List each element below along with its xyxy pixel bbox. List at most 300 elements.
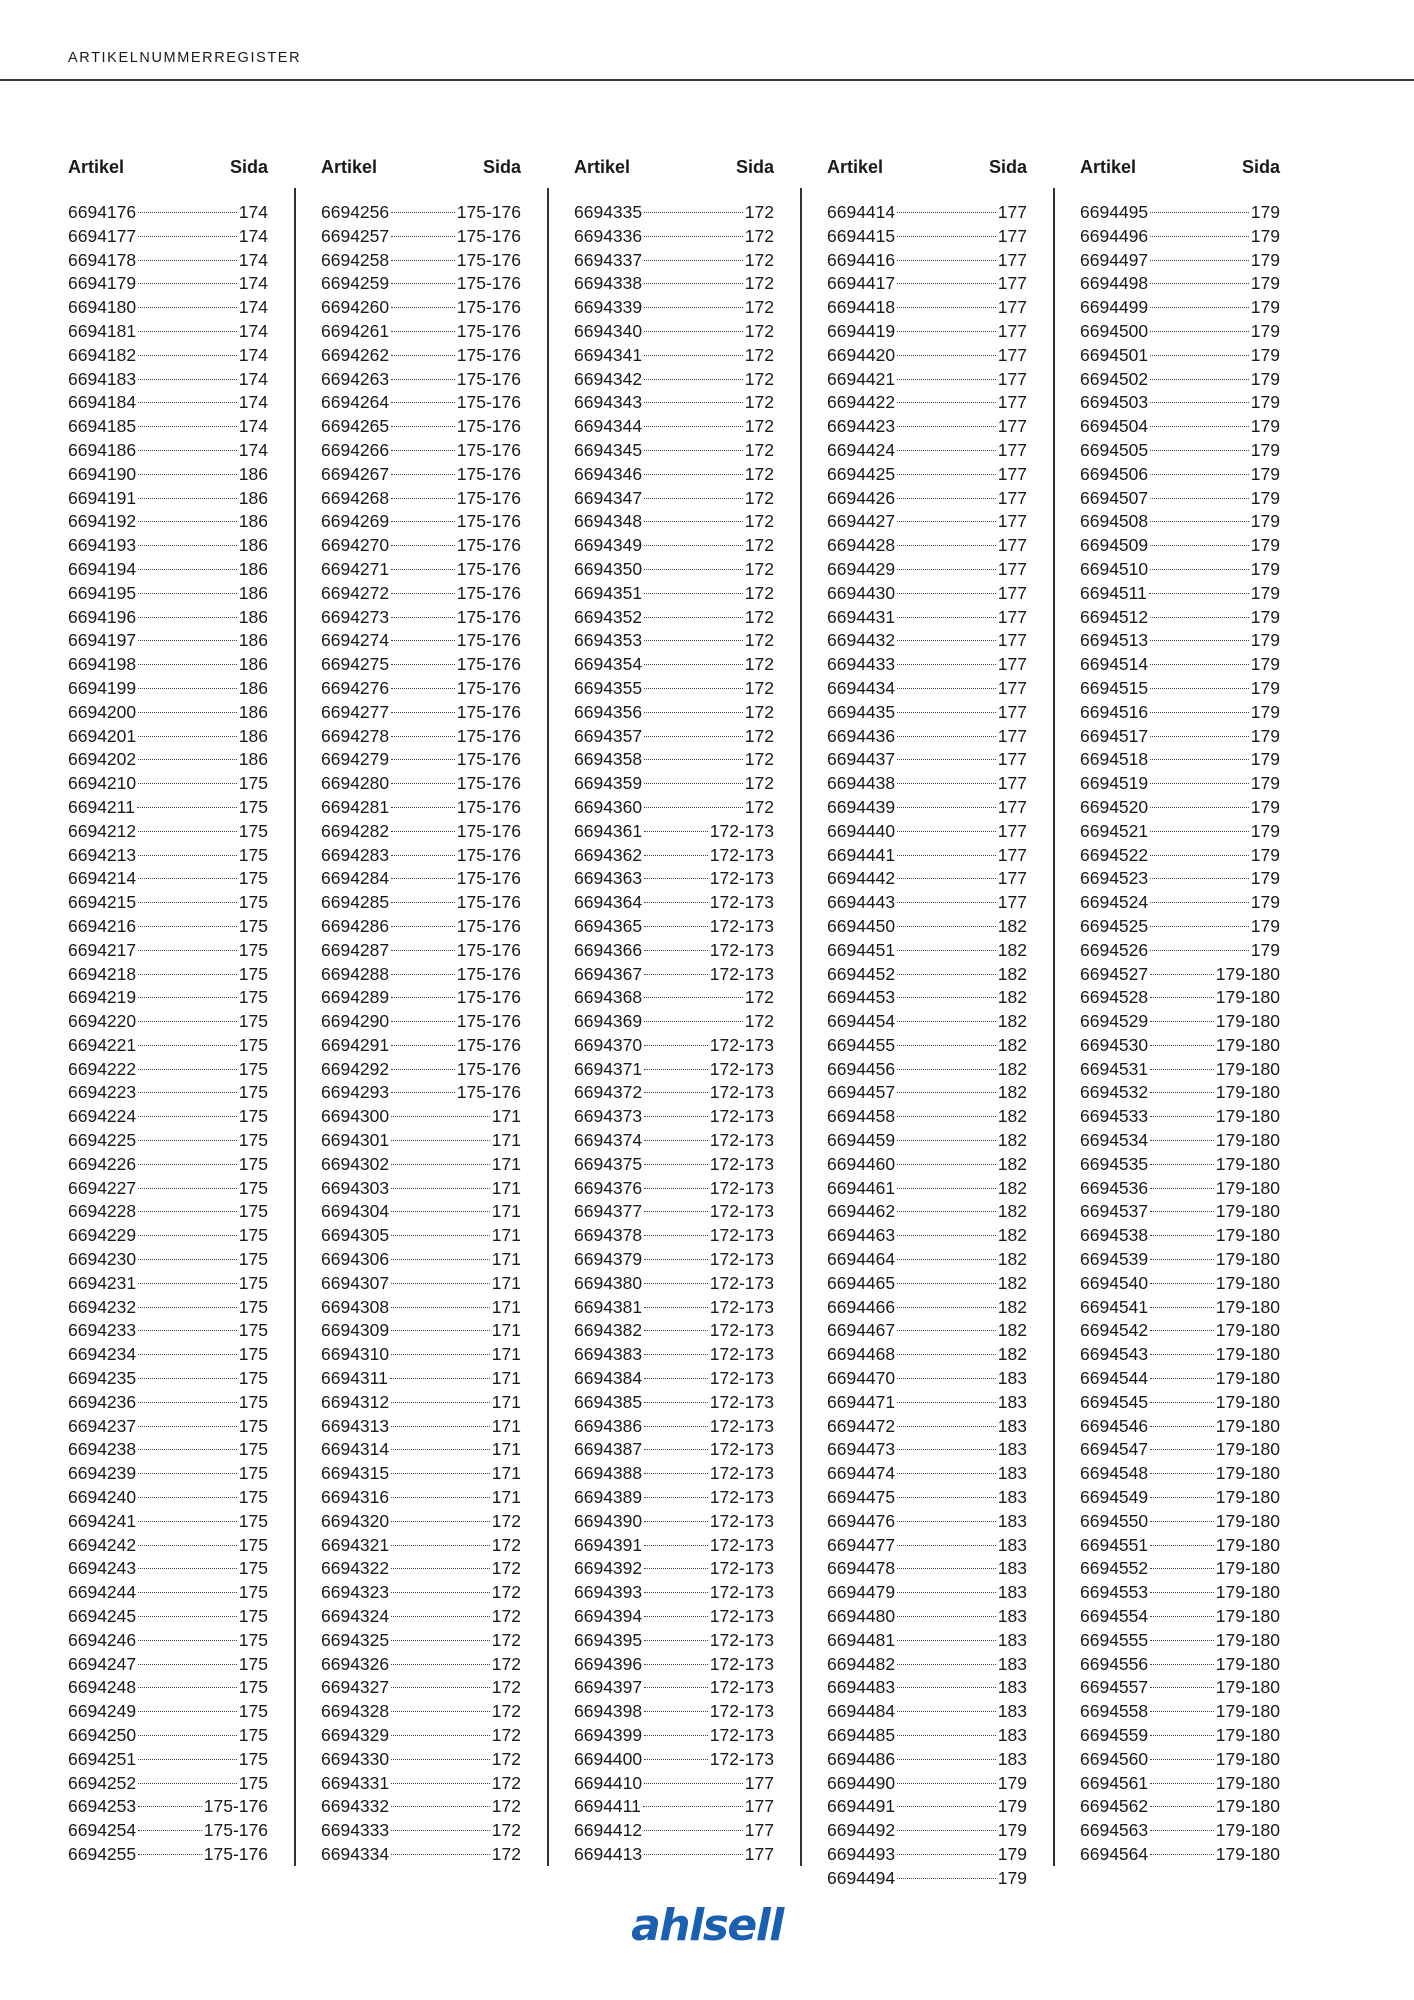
article-number: 6694399 [574,1725,643,1745]
dot-leader [391,1521,490,1522]
page-reference: 179-180 [1215,1772,1280,1793]
dot-leader [897,1592,996,1593]
article-number: 6694450 [827,915,896,936]
dot-leader [644,1354,708,1355]
index-entry [321,1248,521,1272]
dot-leader [1150,1235,1214,1236]
dot-leader [644,1616,708,1617]
index-entry [321,1177,521,1201]
index-entry [574,1415,774,1439]
page-reference: 172-173 [709,1272,774,1293]
dot-leader [644,1259,708,1260]
index-entry [321,225,521,249]
index-entry [574,510,774,534]
index-entry [68,1724,268,1748]
article-number: 6694343 [574,392,643,413]
index-entry [68,463,268,487]
index-entry [574,725,774,749]
page-reference: 175 [238,1439,268,1460]
dot-leader [644,688,743,689]
article-number: 6694334 [321,1843,390,1864]
column-header-article: Artikel [1080,157,1137,177]
article-number: 6694425 [827,463,896,484]
article-number: 6694212 [68,820,137,841]
index-entry [827,1034,1027,1058]
dot-leader [138,1640,237,1641]
column-header-article: Artikel [574,157,631,177]
index-entry [1080,463,1280,487]
page-reference: 177 [997,392,1027,413]
index-entry [1080,1605,1280,1629]
page-reference: 175-176 [456,202,521,222]
article-number: 6694349 [574,535,643,556]
dot-leader [644,855,708,856]
index-entry [68,344,268,368]
dot-leader [391,1188,490,1189]
dot-leader [1150,1021,1214,1022]
dot-leader [897,545,996,546]
article-number: 6694525 [1080,915,1149,936]
index-entry [68,1772,268,1796]
article-number: 6694223 [68,1082,137,1103]
page-reference: 183 [997,1368,1027,1389]
dot-leader [138,545,237,546]
article-number: 6694527 [1080,963,1149,984]
index-entry [321,1391,521,1415]
page-reference: 182 [997,915,1027,936]
page-reference: 175-176 [456,749,521,770]
article-number: 6694553 [1080,1582,1149,1603]
column-divider [800,188,802,1866]
index-entry [574,986,774,1010]
article-number: 6694564 [1080,1843,1149,1864]
dot-leader [138,926,237,927]
dot-leader [138,212,237,213]
page-reference: 175 [238,1772,268,1793]
index-entry [68,1248,268,1272]
index-entry [574,1510,774,1534]
dot-leader [897,1164,996,1165]
index-entry [827,344,1027,368]
index-entry [68,1367,268,1391]
index-entry [321,1605,521,1629]
article-number: 6694460 [827,1153,896,1174]
page-reference: 179-180 [1215,1677,1280,1698]
dot-leader [897,1497,996,1498]
dot-leader [897,1568,996,1569]
dot-leader [391,1259,490,1260]
index-entry [321,391,521,415]
index-entry [827,1510,1027,1534]
article-number: 6694482 [827,1653,896,1674]
index-entry [68,1676,268,1700]
index-entry [574,1391,774,1415]
article-number: 6694360 [574,796,643,817]
index-entry [321,1724,521,1748]
index-entry [68,1581,268,1605]
index-entry [1080,1557,1280,1581]
article-number: 6694263 [321,368,390,389]
article-number: 6694457 [827,1082,896,1103]
index-entry [827,534,1027,558]
article-number: 6694266 [321,439,390,460]
article-number: 6694495 [1080,202,1149,222]
column-header [574,155,774,179]
article-number: 6694544 [1080,1368,1149,1389]
dot-leader [138,1449,237,1450]
index-entry [68,487,268,511]
index-entry [827,820,1027,844]
entry-list [321,201,521,1867]
page-reference: 179 [1250,439,1280,460]
index-entry [68,1510,268,1534]
page-reference: 175-176 [456,725,521,746]
article-number: 6694423 [827,416,896,437]
index-entry [68,867,268,891]
index-entry [827,249,1027,273]
article-number: 6694310 [321,1344,390,1365]
article-number: 6694261 [321,320,390,341]
dot-leader [1150,1664,1214,1665]
dot-leader [1149,593,1249,594]
article-number: 6694537 [1080,1201,1149,1222]
dot-leader [897,1140,996,1141]
dot-leader [138,402,237,403]
page-reference: 175 [238,1058,268,1079]
dot-leader [138,1711,237,1712]
dot-leader [1150,307,1249,308]
dot-leader [138,1592,237,1593]
article-number: 6694287 [321,939,390,960]
article-number: 6694262 [321,344,390,365]
article-number: 6694389 [574,1487,643,1508]
index-entry [1080,368,1280,392]
dot-leader [897,664,996,665]
page-reference: 179-180 [1215,1177,1280,1198]
index-entry [321,1272,521,1296]
dot-leader [391,759,455,760]
index-entry [68,891,268,915]
dot-leader [391,1235,490,1236]
dot-leader [1150,498,1249,499]
page-reference: 175-176 [456,273,521,294]
dot-leader [644,426,743,427]
article-number: 6694494 [827,1867,896,1888]
page-reference: 172-173 [709,1249,774,1270]
dot-leader [391,1402,490,1403]
dot-leader [1150,1830,1214,1831]
dot-leader [644,1092,708,1093]
dot-leader [897,1854,996,1855]
article-number: 6694526 [1080,939,1149,960]
page-reference: 171 [491,1201,521,1222]
index-entry [321,368,521,392]
page-reference: 172-173 [709,1463,774,1484]
page-reference: 177 [997,463,1027,484]
index-entry [574,915,774,939]
dot-leader [897,1783,996,1784]
index-entry [574,1534,774,1558]
dot-leader [391,1021,455,1022]
dot-leader [391,1568,490,1569]
index-entry [827,320,1027,344]
dot-leader [644,640,743,641]
index-entry [321,1700,521,1724]
article-number: 6694338 [574,273,643,294]
index-entry [321,1105,521,1129]
dot-leader [138,1783,237,1784]
page-reference: 179 [1250,463,1280,484]
dot-leader [1150,688,1249,689]
index-entry [68,701,268,725]
article-number: 6694216 [68,915,137,936]
page-reference: 175-176 [456,868,521,889]
dot-leader [897,997,996,998]
dot-leader [644,260,743,261]
article-number: 6694308 [321,1296,390,1317]
column-divider [547,188,549,1866]
dot-leader [897,807,996,808]
dot-leader [391,1854,490,1855]
article-number: 6694370 [574,1034,643,1055]
dot-leader [391,498,455,499]
page-reference: 172-173 [709,868,774,889]
index-entry [827,1415,1027,1439]
dot-leader [644,1021,743,1022]
dot-leader [644,545,743,546]
page-reference: 182 [997,1153,1027,1174]
index-entry [68,368,268,392]
page-reference: 175 [238,1677,268,1698]
page-reference: 172 [744,606,774,627]
article-number: 6694275 [321,654,390,675]
article-number: 6694530 [1080,1034,1149,1055]
index-entry [321,629,521,653]
dot-leader [644,1116,708,1117]
dot-leader [897,1283,996,1284]
page-reference: 175 [238,1177,268,1198]
dot-leader [138,236,237,237]
index-entry [827,201,1027,225]
index-entry [321,1367,521,1391]
dot-leader [897,1307,996,1308]
page-reference: 175-176 [456,368,521,389]
dot-leader [897,260,996,261]
index-entry [574,225,774,249]
article-number: 6694229 [68,1225,137,1246]
dot-leader [1150,426,1249,427]
index-entry [321,1843,521,1867]
article-number: 6694465 [827,1272,896,1293]
article-number: 6694442 [827,868,896,889]
article-number: 6694499 [1080,297,1149,318]
dot-leader [644,831,708,832]
article-number: 6694340 [574,320,643,341]
dot-leader [644,712,743,713]
article-number: 6694241 [68,1510,137,1531]
dot-leader [644,1592,708,1593]
page-reference: 174 [238,249,268,270]
article-number: 6694346 [574,463,643,484]
index-entry [68,796,268,820]
dot-leader [391,331,455,332]
page-reference: 179-180 [1215,1439,1280,1460]
dot-leader [897,379,996,380]
dot-leader [137,807,237,808]
dot-leader [138,1806,202,1807]
dot-leader [897,950,996,951]
article-number: 6694254 [68,1820,137,1841]
page-reference: 179 [997,1772,1027,1793]
index-entry [1080,272,1280,296]
index-entry [827,891,1027,915]
article-number: 6694521 [1080,820,1149,841]
index-entry [1080,701,1280,725]
dot-leader [391,617,455,618]
page-reference: 182 [997,1130,1027,1151]
index-entry [574,558,774,582]
article-number: 6694550 [1080,1510,1149,1531]
page-reference: 179 [1250,915,1280,936]
page-reference: 179-180 [1215,1558,1280,1579]
index-entry [574,939,774,963]
dot-leader [1150,664,1249,665]
page-reference: 182 [997,1272,1027,1293]
dot-leader [1150,736,1249,737]
index-entry [574,1105,774,1129]
page-reference: 175-176 [456,915,521,936]
dot-leader [897,878,996,879]
article-number: 6694265 [321,416,390,437]
index-entry [321,1129,521,1153]
index-entry [321,201,521,225]
article-number: 6694230 [68,1249,137,1270]
index-entry [68,1391,268,1415]
article-number: 6694251 [68,1748,137,1769]
article-number: 6694281 [321,796,390,817]
article-number: 6694333 [321,1820,390,1841]
article-number: 6694438 [827,773,896,794]
article-number: 6694395 [574,1629,643,1650]
article-number: 6694509 [1080,535,1149,556]
index-entry [574,796,774,820]
index-entry [68,986,268,1010]
dot-leader [644,1045,708,1046]
dot-leader [138,1545,237,1546]
page-reference: 177 [997,535,1027,556]
dot-leader [138,355,237,356]
dot-leader [897,283,996,284]
dot-leader [1150,1378,1214,1379]
dot-leader [1150,1854,1214,1855]
page-reference: 172-173 [709,1177,774,1198]
article-number: 6694191 [68,487,137,508]
dot-leader [897,1069,996,1070]
page-reference: 179 [1250,202,1280,222]
page-reference: 172-173 [709,1439,774,1460]
index-entry [68,1058,268,1082]
dot-leader [138,1354,237,1355]
article-number: 6694558 [1080,1701,1149,1722]
index-entry [1080,677,1280,701]
article-number: 6694391 [574,1534,643,1555]
page-reference: 177 [997,606,1027,627]
index-entry [574,1438,774,1462]
page-reference: 175-176 [456,320,521,341]
index-entry [827,1724,1027,1748]
page-reference: 179 [1250,582,1280,603]
page-reference: 171 [491,1249,521,1270]
page-reference: 172 [491,1606,521,1627]
dot-leader [1150,759,1249,760]
page-reference: 172 [491,1510,521,1531]
article-number: 6694388 [574,1463,643,1484]
article-number: 6694474 [827,1463,896,1484]
page-reference: 175-176 [456,820,521,841]
index-entry [1080,1010,1280,1034]
article-number: 6694325 [321,1629,390,1650]
index-entry [827,1629,1027,1653]
article-number: 6694535 [1080,1153,1149,1174]
page-reference: 179-180 [1215,1534,1280,1555]
page-reference: 172-173 [709,1082,774,1103]
page-reference: 171 [491,1463,521,1484]
dot-leader [391,569,455,570]
page-reference: 175 [238,1463,268,1484]
dot-leader [391,450,455,451]
dot-leader [1150,1806,1214,1807]
article-number: 6694339 [574,297,643,318]
index-entry [574,1700,774,1724]
index-entry [68,653,268,677]
article-number: 6694541 [1080,1296,1149,1317]
article-number: 6694337 [574,249,643,270]
article-number: 6694420 [827,344,896,365]
index-entry [827,1462,1027,1486]
index-entry [321,844,521,868]
page-reference: 179-180 [1215,1701,1280,1722]
page-reference: 177 [997,511,1027,532]
page-reference: 171 [491,1130,521,1151]
dot-leader [391,640,455,641]
page-reference: 172 [491,1725,521,1745]
article-number: 6694316 [321,1487,390,1508]
index-entry [321,653,521,677]
index-entry [1080,1248,1280,1272]
page-reference: 172 [744,249,774,270]
index-entry [1080,1200,1280,1224]
article-number: 6694464 [827,1249,896,1270]
page-reference: 183 [997,1415,1027,1436]
article-number: 6694533 [1080,1106,1149,1127]
index-entry [574,1629,774,1653]
page-reference: 177 [997,416,1027,437]
index-entry [827,1486,1027,1510]
article-number: 6694227 [68,1177,137,1198]
dot-leader [138,1330,237,1331]
article-number: 6694422 [827,392,896,413]
article-number: 6694490 [827,1772,896,1793]
dot-leader [1150,569,1249,570]
dot-leader [391,379,455,380]
dot-leader [391,474,455,475]
index-entry [827,1200,1027,1224]
article-number: 6694351 [574,582,643,603]
index-entry [1080,201,1280,225]
index-entry [574,1581,774,1605]
dot-leader [138,1616,237,1617]
page-reference: 179 [1250,535,1280,556]
